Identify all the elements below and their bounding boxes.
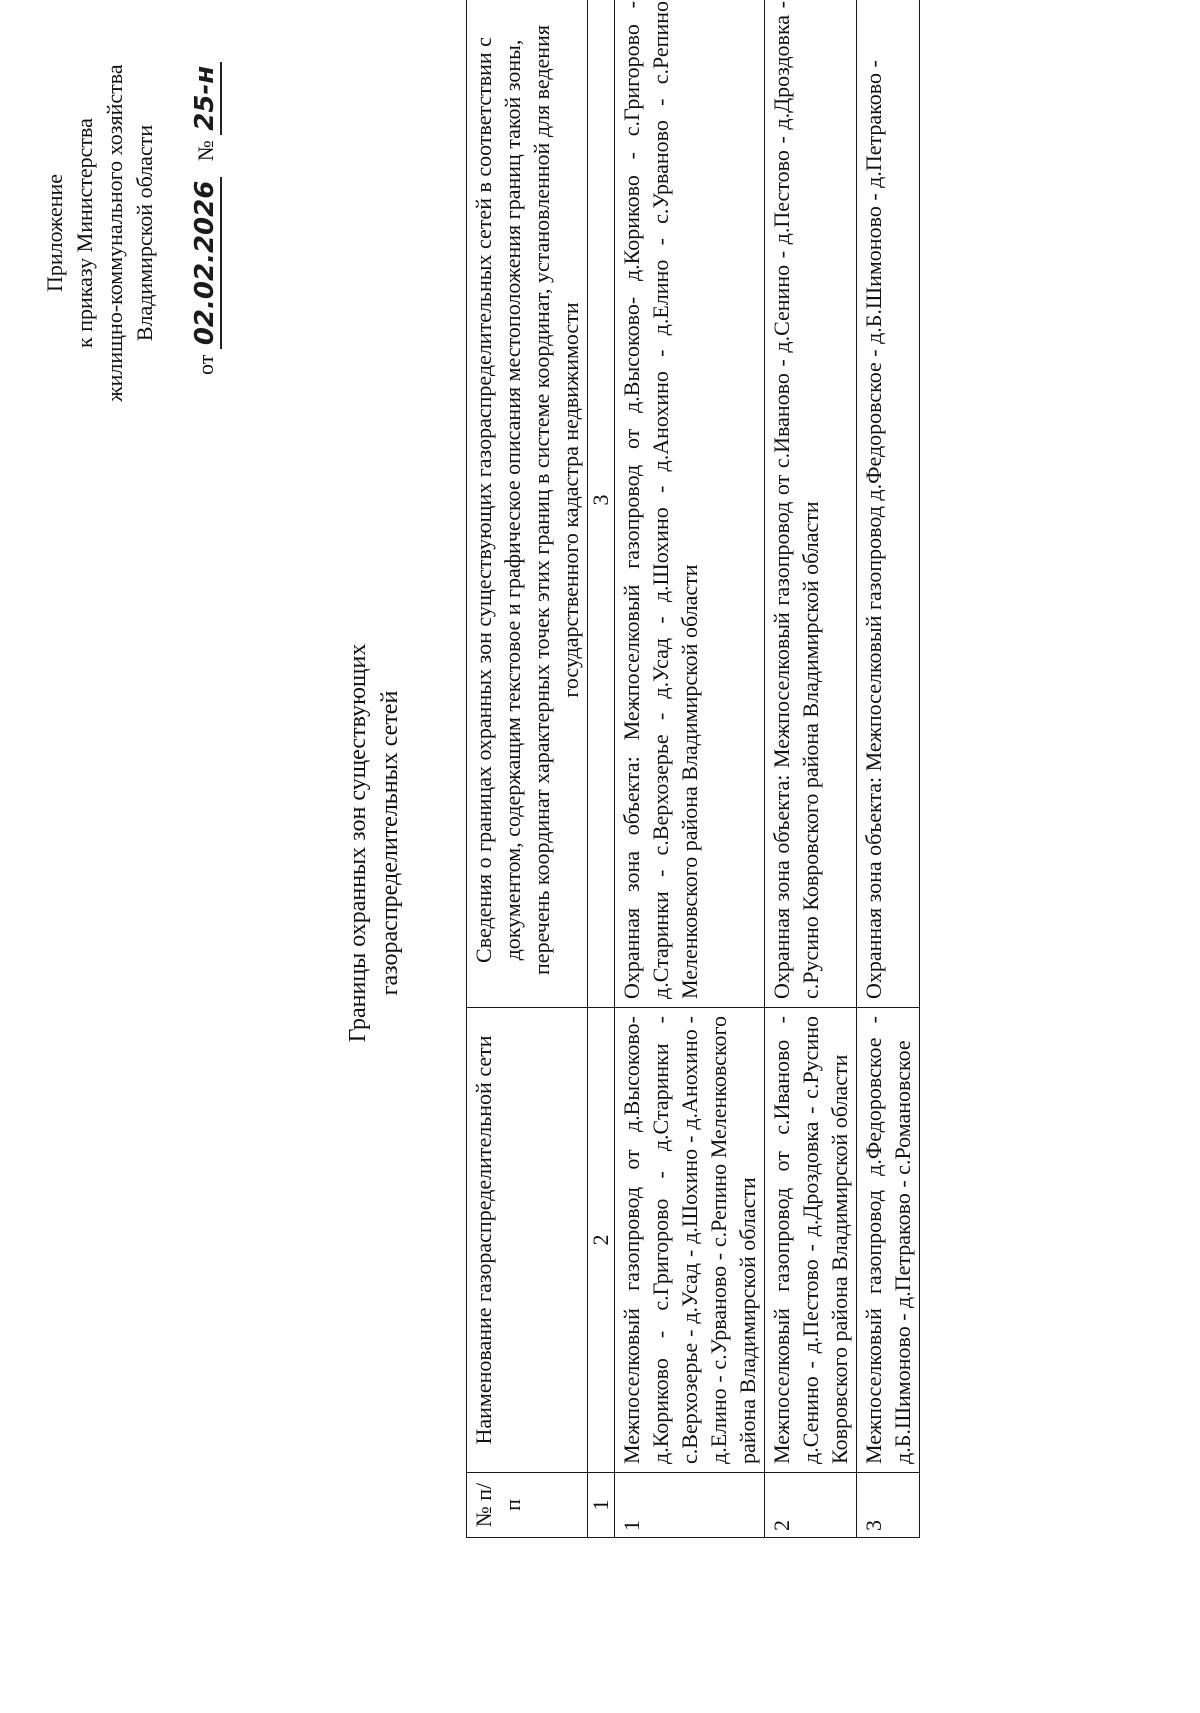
- network-name-cell: Межпоселковый газопровод от с.Иваново - д.Сенино - д.Пестово - д.Дроздовка - с.Русино Ковровского района Владимирской области: [765, 1008, 857, 1473]
- header-zone-info: Сведения о границах охранных зон существующих газораспределительных сетей в соответствии с документом, содержащим текстовое и графическое описания местоположения границ такой зоны, перечень координат характерных точек этих границ в системе координат, установленной для ведения государственного кадастра недвижимости: [467, 0, 588, 1008]
- date-prefix: от: [193, 354, 218, 375]
- table-row: [765, 0, 857, 1538]
- table-row: [857, 0, 920, 1538]
- header-num: № п/п: [467, 1473, 588, 1538]
- row-number: 3: [857, 1473, 920, 1538]
- header-network-name: Наименование газораспределительной сети: [467, 1008, 588, 1473]
- number-prefix: №: [193, 140, 218, 162]
- title-line-1: Границы охранных зон существующих: [345, 643, 371, 1043]
- zone-info-cell: Охранная зона объекта: Межпоселковый газопровод от с.Иваново - д.Сенино - д.Пестово - д.Дроздовка - с.Русино Ковровского района Владимирской области: [765, 0, 857, 1008]
- order-date: 02.02.2026: [190, 177, 222, 349]
- gas-network-table: [466, 0, 920, 1538]
- row-number: 1: [615, 1473, 765, 1538]
- row-number: 2: [765, 1473, 857, 1538]
- column-index-row: [588, 0, 615, 1538]
- network-name-cell: Межпоселковый газопровод от д.Высоково-д.Кориково - с.Григорово - д.Старинки - с.Верхозерье - д.Усад - д.Шохино - д.Анохино - д.Елино - с.Урваново - с.Репино Меленковского района Владимирской области: [615, 1008, 765, 1473]
- title-line-2: газораспределительных сетей: [377, 690, 403, 996]
- order-date-line: [190, 13, 221, 453]
- order-number: 25-н: [190, 62, 222, 135]
- zone-info-cell: Охранная зона объекта: Межпоселковый газопровод от д.Высоково- д.Кориково - с.Григорово - д.Старинки - с.Верхозерье - д.Усад - д.Шохино - д.Анохино - д.Елино - с.Урваново - с.Репино Меленковского района Владимирской области: [615, 0, 765, 1008]
- index-cell: 1: [588, 1473, 615, 1538]
- appendix-order-line: к приказу Министерства: [72, 118, 97, 348]
- appendix-title: Приложение: [42, 173, 67, 293]
- appendix-block: [40, 13, 221, 453]
- table-row: [615, 0, 765, 1538]
- index-cell: 2: [588, 1008, 615, 1473]
- index-cell: 3: [588, 0, 615, 1008]
- table-header-row: [467, 0, 588, 1538]
- zone-info-cell: Охранная зона объекта: Межпоселковый газопровод д.Федоровское - д.Б.Шимоново - д.Петраково -: [857, 0, 920, 1008]
- appendix-region-line: Владимирской области: [132, 124, 157, 342]
- network-name-cell: Межпоселковый газопровод д.Федоровское - д.Б.Шимоново - д.Петраково - с.Романовское: [857, 1008, 920, 1473]
- document-title: [342, 533, 406, 1153]
- appendix-ministry-line: жилищно-коммунального хозяйства: [102, 64, 127, 402]
